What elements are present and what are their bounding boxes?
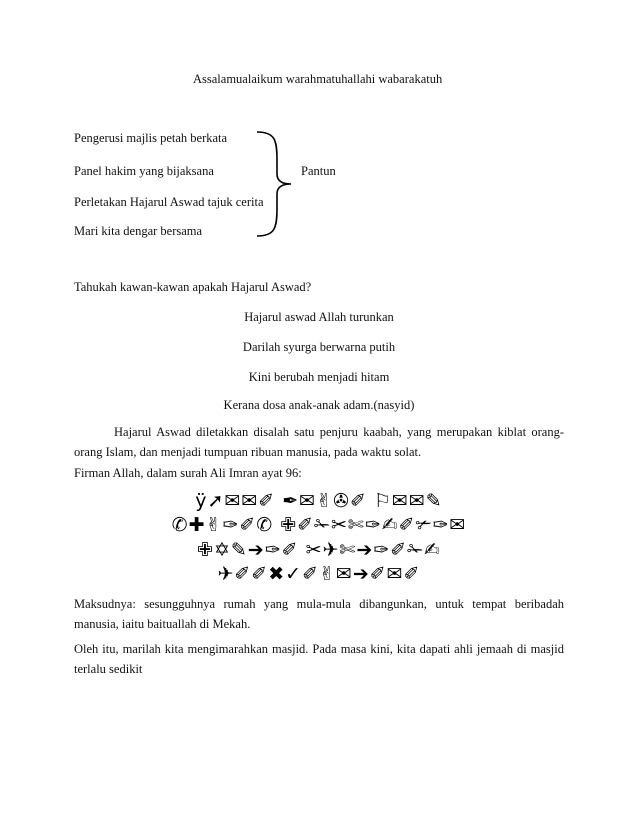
nasyid-line-1: Hajarul aswad Allah turunkan xyxy=(244,310,394,324)
dingbat-verse-line-2: ✆✚✌✑✐✆ ✙✐✁✂✄✑✍✐✃✑✉ xyxy=(171,514,467,536)
nasyid-line-2: Darilah syurga berwarna putih xyxy=(242,340,396,354)
maksud-paragraph: Maksudnya: sesungguhnya rumah yang mula-mula dibangunkan, untuk tempat beribadah manusia, iaitu baituallah di Mekah. xyxy=(74,597,564,631)
paragraph-hajarul-aswad: Hajarul Aswad diletakkan disalah satu penjuru kaabah, yang merupakan kiblat orang-orang Islam, dan menjadi tumpuan ribuan manusia, pada waktu solat. xyxy=(74,425,564,459)
pantun-line-2: Panel hakim yang bijaksana xyxy=(74,164,214,178)
nasyid-line-4: Kerana dosa anak-anak adam.(nasyid) xyxy=(223,398,415,412)
pantun-line-4: Mari kita dengar bersama xyxy=(74,224,203,238)
nasyid-line-3: Kini berubah menjadi hitam xyxy=(248,370,390,384)
pantun-label: Pantun xyxy=(301,164,336,178)
question: Tahukah kawan-kawan apakah Hajarul Aswad? xyxy=(74,280,312,294)
closing-paragraph: Oleh itu, marilah kita mengimarahkan masjid. Pada masa kini, kita dapati ahli jemaah di masjid terlalu sedikit xyxy=(74,642,564,676)
pantun-line-3: Perletakan Hajarul Aswad tajuk cerita xyxy=(74,195,264,209)
curly-brace xyxy=(255,130,295,238)
greeting: Assalamualaikum warahmatuhallahi wabarakatuh xyxy=(193,72,443,86)
dingbat-verse-line-1: ÿ➚✉✉✐ ✒✉✌✇✐ ⚐✉✉✎ xyxy=(195,490,443,512)
dingbat-verse-line-4: ✈✐✐✖✓✐✌✉➔✐✉✐ xyxy=(217,563,421,585)
pantun-line-1: Pengerusi majlis petah berkata xyxy=(74,131,228,145)
dingbat-verse-line-3: ✙✡✎➔✑✐ ✂✈✄➔✑✐✁✍ xyxy=(197,539,441,561)
firman-intro: Firman Allah, dalam surah Ali Imran ayat 96: xyxy=(74,466,302,480)
